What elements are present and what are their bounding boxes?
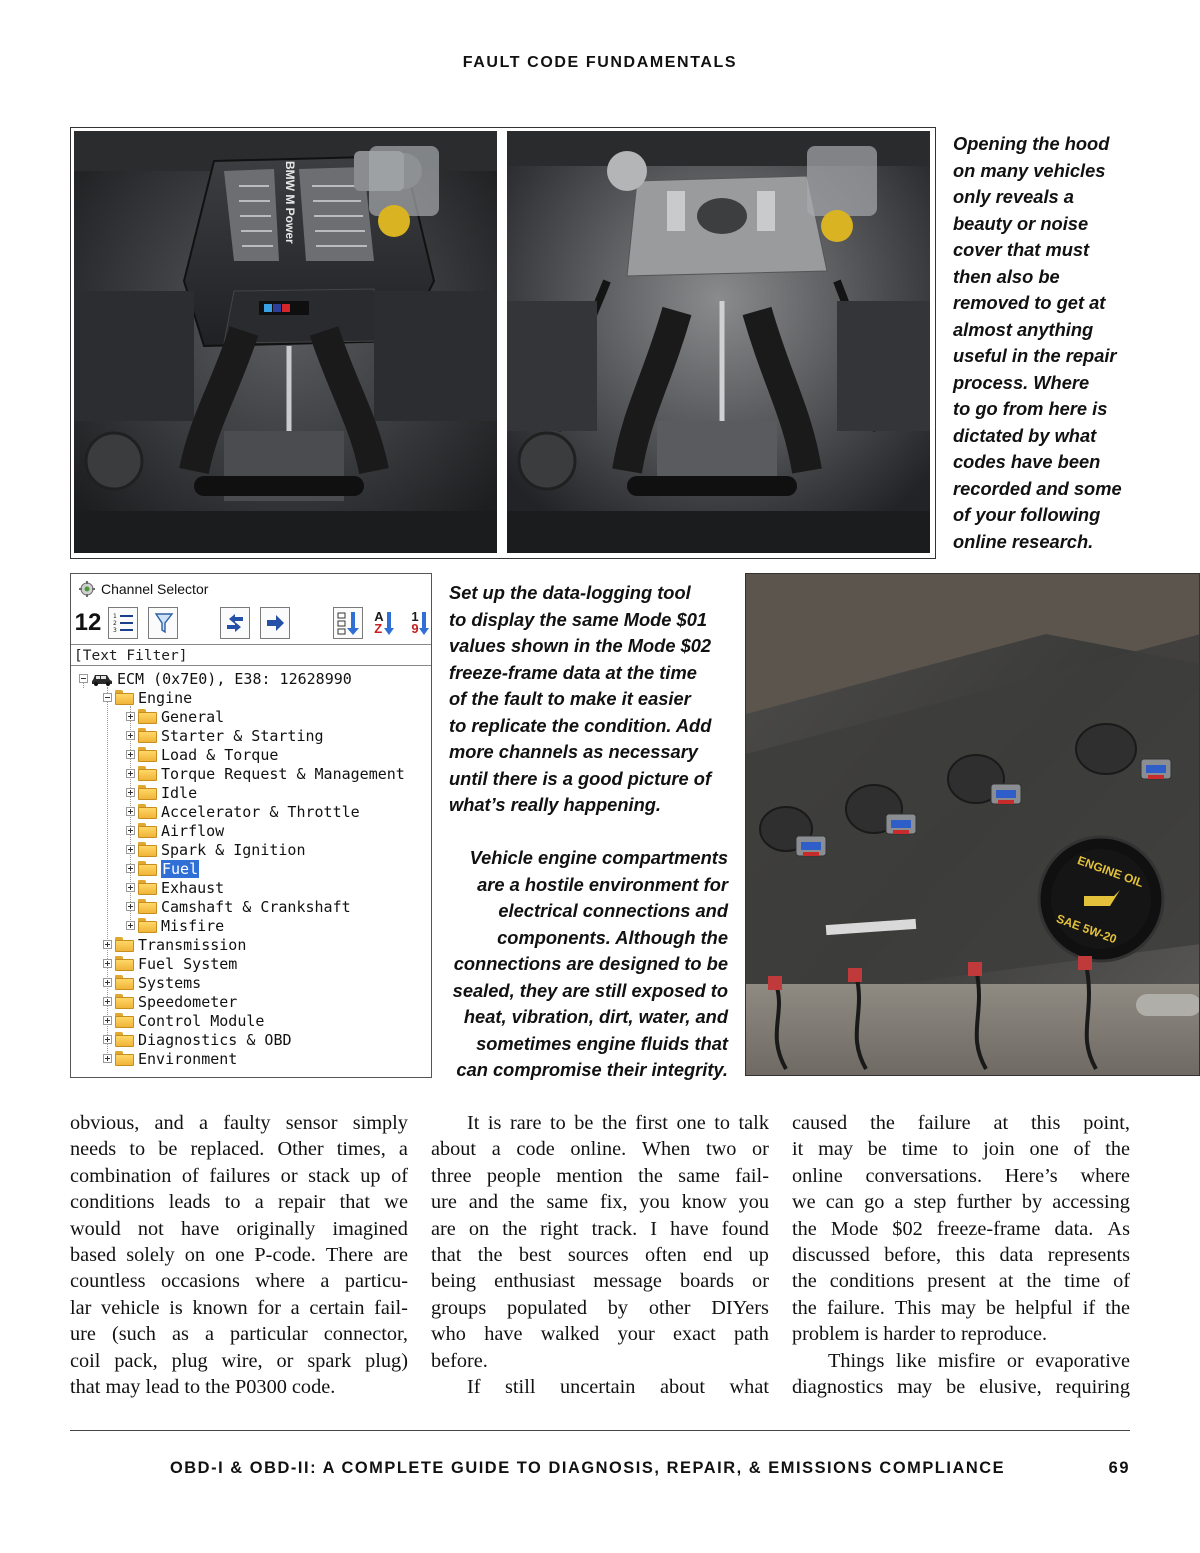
svg-text:3: 3: [113, 627, 117, 634]
tree-node-label: Diagnostics & OBD: [138, 1030, 292, 1049]
body-line: we can go a step further by accessing: [792, 1191, 1130, 1214]
sort-az-top: A: [374, 609, 384, 624]
tree-node[interactable]: [103, 954, 237, 973]
caption-compartment: [440, 845, 728, 1084]
expand-icon[interactable]: [126, 845, 135, 854]
engine-uncovered-photo: [507, 131, 930, 553]
tree-node-label: Torque Request & Management: [161, 764, 405, 783]
folder-open-icon: [115, 690, 134, 705]
expand-icon[interactable]: [126, 750, 135, 759]
caption-line: to replicate the condition. Add: [449, 714, 712, 736]
caption-line: sealed, they are still exposed to: [452, 979, 728, 1001]
tree-node[interactable]: [126, 783, 197, 802]
tree-node[interactable]: [126, 878, 224, 897]
caption-line: electrical connections and: [498, 900, 728, 921]
number-view-label: 12: [74, 609, 102, 636]
caption-line: more channels as necessary: [449, 741, 698, 762]
body-line: the failure. This may be helpful if the: [792, 1296, 1130, 1319]
expand-icon[interactable]: [103, 1035, 112, 1044]
body-column-2: [431, 1110, 769, 1400]
expand-icon[interactable]: [103, 1016, 112, 1025]
body-line: groups populated by other DIYers: [431, 1296, 769, 1319]
caption-line: cover that must: [953, 239, 1090, 260]
expand-icon[interactable]: [103, 940, 112, 949]
tree-node-label: General: [161, 707, 225, 726]
tree-node-label: Camshaft & Crankshaft: [161, 897, 351, 916]
tree-node[interactable]: [126, 821, 224, 840]
expand-icon[interactable]: [126, 807, 135, 816]
body-line: based solely on one P-code. There are: [70, 1244, 408, 1267]
tree-node-label: Airflow: [161, 821, 225, 840]
tree-node-label: Misfire: [161, 916, 225, 935]
tree-root-label: ECM (0x7E0), E38: 12628990: [117, 669, 352, 688]
body-line: would not have originally imagined: [70, 1217, 408, 1240]
body-line: It is rare to be the first one to talk: [467, 1112, 769, 1134]
body-line: problem is harder to reproduce.: [792, 1323, 1048, 1346]
caption-line: beauty or noise: [953, 212, 1089, 234]
caption-line: components. Although the: [497, 926, 728, 948]
footer-book-title: OBD-I & OBD-II: A COMPLETE GUIDE TO DIAGNOSIS, REPAIR, & EMISSIONS COMPLIANCE: [170, 1459, 1006, 1477]
caption-line: connections are designed to be: [453, 953, 728, 974]
expand-icon[interactable]: [103, 1054, 112, 1063]
svg-text:2: 2: [113, 620, 117, 627]
expand-icon[interactable]: [103, 959, 112, 968]
caption-line: removed to get at: [953, 292, 1106, 313]
expand-icon[interactable]: [126, 769, 135, 778]
collapse-icon[interactable]: [79, 674, 88, 683]
tree-node-label: Idle: [161, 783, 198, 802]
body-line: diagnostics may be elusive, requiring: [792, 1376, 1130, 1399]
tree-root-ecm[interactable]: [79, 669, 352, 688]
page-number: 69: [1108, 1459, 1130, 1477]
folder-icon: [115, 1013, 134, 1028]
channel-selector-title: Channel Selector: [101, 581, 209, 597]
caption-line: then also be: [953, 265, 1060, 287]
body-line: online conversations. Here’s where: [792, 1164, 1130, 1187]
folder-icon: [138, 880, 157, 895]
tree-node-label-selected: Fuel: [162, 859, 199, 878]
tree-node-label: Transmission: [138, 935, 247, 954]
swap-arrows-icon: [223, 611, 247, 635]
folder-icon: [138, 861, 157, 876]
body-line: caused the failure at this point,: [792, 1112, 1130, 1134]
folder-icon: [138, 709, 157, 724]
tree-node-label: Engine: [138, 688, 193, 707]
tree-node[interactable]: [126, 802, 360, 821]
numbered-list-button[interactable]: [108, 607, 138, 639]
body-line: obvious, and a faulty sensor simply: [70, 1112, 408, 1134]
tree-node[interactable]: [103, 1030, 292, 1049]
body-line: lar vehicle is known for a certain fail-: [70, 1296, 408, 1319]
body-line: Things like misfire or evaporative: [828, 1349, 1130, 1372]
body-line: discussed before, this data represents: [792, 1244, 1130, 1267]
numbered-list-icon: [111, 611, 135, 635]
caption-line: to go from here is: [953, 398, 1108, 419]
caption-line: Set up the data-logging tool: [449, 582, 691, 603]
caption-line: only reveals a: [953, 186, 1074, 207]
caption-line: are a hostile environment for: [477, 873, 728, 895]
folder-icon: [138, 899, 157, 914]
folder-icon: [138, 823, 157, 838]
caption-line: to display the same Mode $01: [449, 608, 708, 630]
caption-line: useful in the repair: [953, 345, 1117, 366]
tree-node[interactable]: [126, 726, 324, 745]
caption-line: until there is a good picture of: [449, 767, 712, 789]
caption-hood: [953, 131, 1122, 555]
arrow-right-icon: [264, 612, 286, 634]
body-line: If still uncertain about what: [467, 1376, 769, 1399]
expand-icon[interactable]: [126, 864, 135, 873]
svg-text:1: 1: [113, 613, 117, 620]
caption-line: heat, vibration, dirt, water, and: [463, 1006, 728, 1027]
filter-flag-icon: [152, 611, 174, 635]
engine-cover-badge: BMW M Power: [283, 161, 297, 244]
caption-line: what’s really happening.: [449, 794, 661, 815]
footer-rule: [70, 1430, 1130, 1431]
caption-line: codes have been: [953, 451, 1101, 472]
caption-line: can compromise their integrity.: [456, 1059, 728, 1080]
expand-icon[interactable]: [126, 788, 135, 797]
body-column-3: [792, 1110, 1130, 1400]
tree-node-selected[interactable]: [126, 859, 199, 878]
sort-az-bottom: Z: [374, 621, 383, 636]
body-line: ure (such as a particular connector,: [70, 1323, 408, 1346]
caption-line: online research.: [953, 530, 1094, 552]
folder-icon: [115, 956, 134, 971]
body-line: before.: [431, 1349, 488, 1372]
oil-cap-text-top: ENGINE OIL: [1075, 853, 1146, 891]
sort-tree-icon: [336, 610, 360, 636]
body-column-1: [70, 1110, 408, 1400]
coil-pack-photo: [745, 573, 1200, 1076]
body-line: the Mode $02 freeze-frame data. As: [792, 1217, 1130, 1240]
collapse-icon[interactable]: [103, 693, 112, 702]
body-line: that the best sources often end up: [431, 1244, 769, 1267]
caption-line: Opening the hood: [953, 133, 1110, 154]
folder-icon: [138, 804, 157, 819]
body-line: it may be time to join one of the: [792, 1138, 1130, 1161]
folder-icon: [115, 975, 134, 990]
body-line: ure and the same fix, you know you: [431, 1191, 769, 1214]
number-view-button[interactable]: [72, 607, 104, 639]
tree-node[interactable]: [103, 1011, 264, 1030]
channel-selector-titlebar: [79, 577, 208, 601]
folder-icon: [115, 1051, 134, 1066]
add-channel-button[interactable]: [260, 607, 290, 639]
filter-button[interactable]: [148, 607, 178, 639]
sort-az-button[interactable]: [369, 607, 399, 639]
caption-line: dictated by what: [953, 424, 1097, 446]
body-line: three people mention the same fail-: [431, 1164, 769, 1187]
caption-line: on many vehicles: [953, 159, 1106, 181]
folder-icon: [115, 994, 134, 1009]
tree-node[interactable]: [103, 992, 237, 1011]
engine-cover-photo: [74, 131, 497, 553]
sort-tree-button[interactable]: [333, 607, 363, 639]
tree-node-engine[interactable]: [103, 688, 192, 707]
tree-node-label: Environment: [138, 1049, 238, 1068]
caption-line: Vehicle engine compartments: [469, 847, 728, 868]
body-line: coil pack, plug wire, or spark plug): [70, 1349, 408, 1372]
tree-node[interactable]: [103, 935, 246, 954]
body-line: conditions leads to a repair that we: [70, 1191, 408, 1214]
tree-node[interactable]: [126, 707, 224, 726]
channel-selector-window: [70, 573, 432, 1078]
tree-node-label: Systems: [138, 973, 202, 992]
body-line: that may lead to the P0300 code.: [70, 1376, 336, 1399]
caption-line: freeze-frame data at the time: [449, 661, 697, 683]
body-line: needs to be replaced. Other times, a: [70, 1138, 408, 1161]
body-line: being enthusiast message boards or: [431, 1270, 769, 1293]
body-line: countless occasions where a particu-: [70, 1270, 408, 1293]
tree-node-label: Spark & Ignition: [161, 840, 306, 859]
folder-icon: [138, 785, 157, 800]
expand-icon[interactable]: [126, 731, 135, 740]
tree-node-label: Fuel System: [138, 954, 238, 973]
caption-line: of the fault to make it easier: [449, 688, 691, 709]
expand-icon[interactable]: [126, 883, 135, 892]
body-line: about a code online. When two or: [431, 1138, 769, 1161]
folder-icon: [115, 1032, 134, 1047]
tree-node-label: Speedometer: [138, 992, 238, 1011]
tree-node-label: Load & Torque: [161, 745, 279, 764]
expand-icon[interactable]: [126, 902, 135, 911]
caption-line: recorded and some: [953, 477, 1122, 499]
expand-icon[interactable]: [103, 978, 112, 987]
sort-down-arrow-icon: [384, 610, 394, 636]
caption-line: sometimes engine fluids that: [476, 1032, 728, 1054]
car-icon: [91, 672, 113, 686]
folder-icon: [138, 747, 157, 762]
text-filter-input[interactable]: [Text Filter]: [71, 644, 431, 666]
caption-line: values shown in the Mode $02: [449, 635, 712, 656]
channel-toolbar: [71, 604, 431, 644]
expand-icon[interactable]: [126, 712, 135, 721]
folder-icon: [138, 728, 157, 743]
tree-node[interactable]: [126, 840, 306, 859]
tree-node-label: Accelerator & Throttle: [161, 802, 360, 821]
folder-icon: [115, 937, 134, 952]
folder-icon: [138, 918, 157, 933]
sort-19-button[interactable]: [405, 607, 432, 639]
expand-icon[interactable]: [103, 997, 112, 1006]
caption-line: almost anything: [953, 318, 1094, 340]
gear-icon: [79, 581, 95, 597]
oil-cap-text-bottom: SAE 5W-20: [1054, 911, 1119, 947]
caption-line: of your following: [953, 504, 1101, 525]
running-head: FAULT CODE FUNDAMENTALS: [462, 54, 738, 71]
tree-node[interactable]: [103, 1049, 237, 1068]
tree-node[interactable]: [126, 916, 224, 935]
caption-datalog: [449, 580, 711, 819]
tree-node-label: Exhaust: [161, 878, 225, 897]
body-line: the conditions present at the time of: [792, 1270, 1130, 1293]
folder-icon: [138, 766, 157, 781]
tree-node[interactable]: [103, 973, 201, 992]
folder-icon: [138, 842, 157, 857]
expand-icon[interactable]: [126, 826, 135, 835]
caption-line: process. Where: [953, 371, 1090, 393]
tree-node[interactable]: [126, 745, 278, 764]
tree-node-label: Control Module: [138, 1011, 265, 1030]
sort-down-arrow-icon: [419, 610, 429, 636]
tree-node[interactable]: [126, 897, 351, 916]
expand-icon[interactable]: [126, 921, 135, 930]
body-line: combination of failures or stack up of: [70, 1164, 408, 1187]
tree-node-label: Starter & Starting: [161, 726, 324, 745]
tree-node[interactable]: [126, 764, 405, 783]
body-line: who have walked your exact path: [431, 1323, 769, 1346]
sort-19-bottom: 9: [411, 621, 419, 636]
body-line: are on the right track. I have found: [431, 1217, 769, 1240]
swap-button[interactable]: [220, 607, 250, 639]
sort-19-top: 1: [411, 609, 419, 624]
